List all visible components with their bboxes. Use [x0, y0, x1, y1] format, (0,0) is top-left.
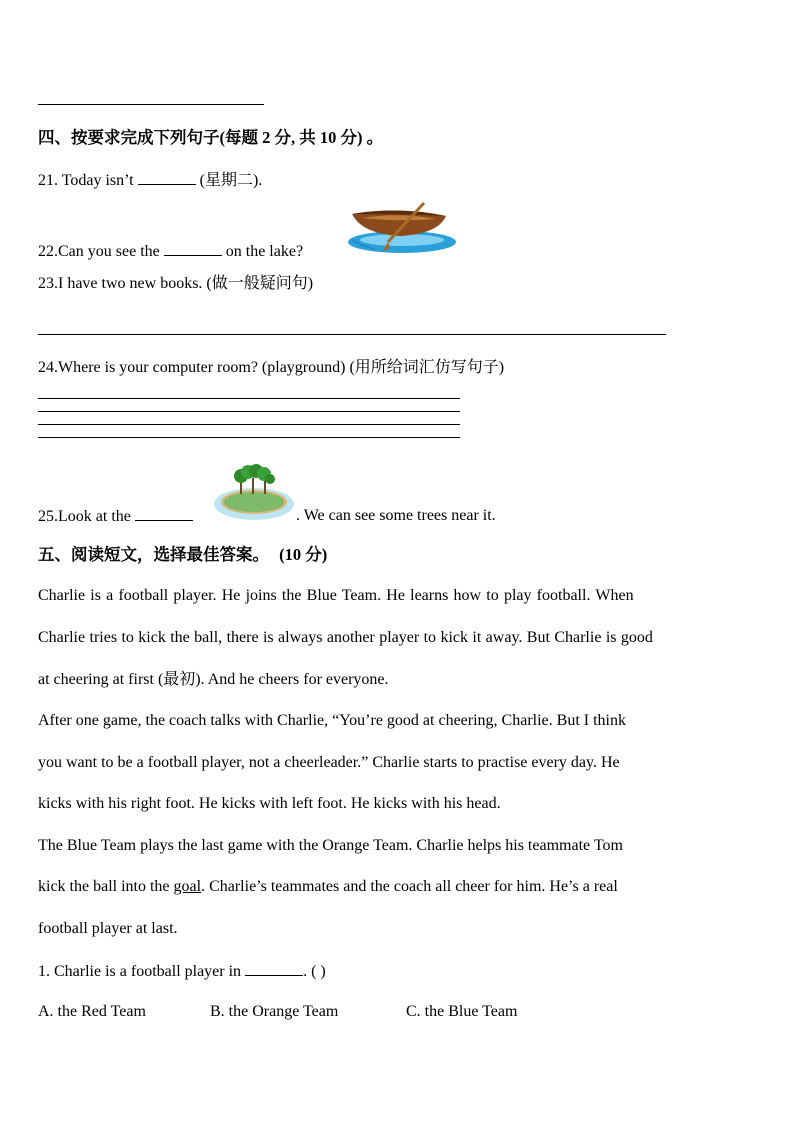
q21-hint: (星期二).: [199, 172, 263, 189]
p3-line2-after: . Charlie’s teammates and the coach all cheer for him. He’s a real: [201, 878, 618, 895]
q25-text: 25.Look at the: [38, 508, 131, 525]
option-a[interactable]: A. the Red Team: [38, 1003, 146, 1020]
q25-tail: . We can see some trees near it.: [296, 507, 496, 524]
section5-heading-score: (10 分): [279, 545, 328, 564]
q24-answer-line-3[interactable]: [38, 424, 460, 425]
passage-p3-line3: football player at last.: [38, 920, 178, 937]
question-25: [38, 506, 193, 527]
question-22: [38, 241, 303, 262]
option-c[interactable]: C. the Blue Team: [406, 1003, 518, 1020]
q21-blank[interactable]: [138, 170, 196, 185]
passage-p3-line2: [38, 877, 754, 897]
question-23: 23.I have two new books. (做一般疑问句): [38, 275, 314, 292]
passage-p1-line3: at cheering at first (最初). And he cheers for everyone.: [38, 671, 389, 688]
p3-line2-before: kick the ball into the: [38, 878, 174, 895]
q22-tail: on the lake?: [225, 243, 304, 260]
q22-blank[interactable]: [164, 241, 222, 256]
p3-word-goal: goal: [173, 878, 202, 895]
island-icon: [212, 462, 296, 522]
mc-q1-blank[interactable]: [245, 961, 303, 976]
passage-p1-line2: Charlie tries to kick the ball, there is always another player to kick it away. But Charlie is good: [38, 629, 653, 646]
section4-heading: 四、按要求完成下列句子(每题 2 分, 共 10 分) 。: [38, 128, 384, 147]
option-b[interactable]: B. the Orange Team: [210, 1003, 339, 1020]
mc-q1-stem: 1. Charlie is a football player in: [38, 963, 242, 980]
q23-answer-line[interactable]: [38, 334, 666, 335]
boat-icon: [340, 200, 460, 260]
passage-p1-line1: Charlie is a football player. He joins the Blue Team. He learns how to play football. When: [38, 587, 634, 604]
q21-text: 21. Today isn’t: [38, 172, 134, 189]
passage-p2-line2: you want to be a football player, not a cheerleader.” Charlie starts to practise every day. He: [38, 754, 620, 771]
mc-question-1: [38, 961, 326, 982]
mc-q1-bracket: . ( ): [303, 963, 326, 980]
q24-answer-line-1[interactable]: [38, 398, 460, 399]
passage-p2-line1: After one game, the coach talks with Charlie, “You’re good at cheering, Charlie. But I think: [38, 712, 626, 729]
question-21: [38, 170, 262, 191]
section5-heading: [38, 545, 327, 565]
passage-p3-line1: The Blue Team plays the last game with the Orange Team. Charlie helps his teammate Tom: [38, 837, 623, 854]
q22-text: 22.Can you see the: [38, 243, 160, 260]
section5-heading-text: 五、阅读短文，选择最佳答案。: [38, 545, 269, 564]
passage-p2-line3: kicks with his right foot. He kicks with left foot. He kicks with his head.: [38, 795, 501, 812]
q25-blank[interactable]: [135, 506, 193, 521]
q24-answer-line-4[interactable]: [38, 437, 460, 438]
q24-answer-line-2[interactable]: [38, 411, 460, 412]
question-24: 24.Where is your computer room? (playground) (用所给词汇仿写句子): [38, 359, 505, 376]
answer-line-top: [38, 104, 264, 105]
